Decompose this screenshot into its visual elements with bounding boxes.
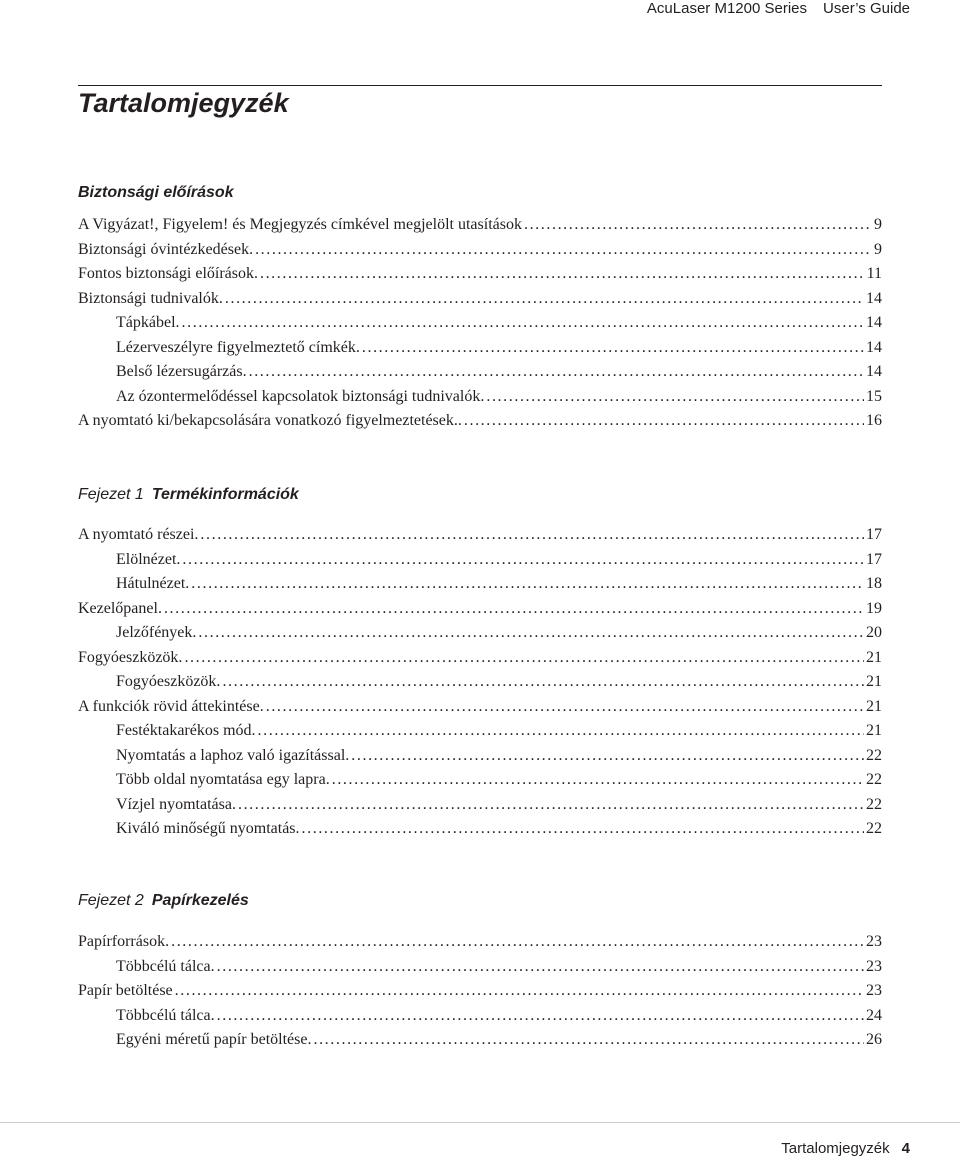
section-heading-chapter-2	[78, 892, 249, 910]
dot-leader	[198, 621, 864, 646]
toc-entry-page-number: 22	[866, 795, 882, 813]
toc-entry-page-number: 15	[866, 387, 882, 405]
dot-leader	[255, 238, 872, 263]
dot-leader	[175, 979, 864, 1004]
toc-entry-page-number: 21	[866, 648, 882, 666]
dot-leader	[222, 670, 864, 695]
toc-entry-label: Jelzőfények.	[116, 624, 197, 641]
dot-leader	[164, 597, 864, 622]
toc-entry-page-number: 18	[866, 575, 882, 592]
toc-entry-label: A nyomtató részei.	[78, 526, 199, 543]
toc-entry-link[interactable]	[78, 360, 882, 385]
toc-entry-link[interactable]	[78, 287, 882, 312]
section-heading-safety	[78, 184, 234, 202]
toc-entry-link[interactable]	[78, 548, 882, 573]
dot-leader	[464, 409, 864, 434]
toc-entry-label: Fogyóeszközök.	[116, 673, 221, 690]
dot-leader	[191, 572, 864, 597]
chapter-title: Papírkezelés	[151, 892, 249, 909]
header-guide: User’s Guide	[823, 0, 910, 17]
toc-entry-label: A nyomtató ki/bekapcsolására vonatkozó figyelmeztetések..	[78, 412, 462, 429]
footer-section: Tartalomjegyzék	[781, 1140, 890, 1157]
toc-entry-link[interactable]	[78, 572, 882, 597]
toc-entry-page-number: 22	[866, 771, 882, 788]
toc-entry-page-number: 22	[866, 820, 882, 837]
toc-entry-label: Többcélú tálca.	[116, 1006, 215, 1024]
toc-entry-label: Egyéni méretű papír betöltése.	[116, 1031, 312, 1048]
toc-entry-page-number: 17	[866, 526, 882, 543]
toc-entry-page-number: 23	[866, 933, 882, 950]
toc-entry-link[interactable]	[78, 955, 882, 980]
toc-entry-link[interactable]	[78, 597, 882, 622]
page-number: 4	[901, 1140, 910, 1157]
toc-entry-link[interactable]	[78, 523, 882, 548]
toc-entry-label: A funkciók rövid áttekintése.	[78, 697, 264, 715]
toc-entry-label: Hátulnézet.	[116, 575, 190, 592]
dot-leader	[313, 1028, 864, 1053]
dot-leader	[182, 311, 864, 336]
dot-leader	[266, 695, 864, 720]
dot-leader	[332, 768, 864, 793]
toc-entry-link[interactable]	[78, 930, 882, 955]
toc-entry-link[interactable]	[78, 1004, 882, 1029]
toc-entry-page-number: 14	[866, 289, 882, 307]
chapter-title: Termékinformációk	[151, 486, 299, 503]
toc-entry-label: Kiváló minőségű nyomtatás.	[116, 820, 300, 837]
toc-entry-label: Festéktakarékos mód.	[116, 722, 256, 739]
toc-entry-page-number: 20	[866, 624, 882, 641]
dot-leader	[184, 646, 864, 671]
toc-entry-page-number: 11	[866, 265, 882, 282]
toc-entry-label: Elölnézet.	[116, 550, 181, 568]
toc-entry-label: Több oldal nyomtatása egy lapra.	[116, 771, 330, 788]
dot-leader	[302, 817, 864, 842]
dot-leader	[217, 1004, 864, 1029]
toc-entry-page-number: 16	[866, 412, 882, 429]
toc-entry-page-number: 23	[866, 957, 882, 975]
toc-entry-page-number: 24	[866, 1006, 882, 1024]
dot-leader	[238, 793, 864, 818]
toc-list-chapter-1	[78, 523, 882, 842]
chapter-number: Fejezet 1	[78, 486, 144, 503]
footer-rule	[0, 1122, 960, 1123]
dot-leader	[182, 548, 864, 573]
section-heading-chapter-1	[78, 486, 299, 504]
toc-entry-page-number: 14	[866, 363, 882, 380]
toc-entry-label: Biztonsági tudnivalók.	[78, 289, 223, 307]
toc-entry-link[interactable]	[78, 793, 882, 818]
toc-entry-link[interactable]	[78, 670, 882, 695]
toc-entry-label: Nyomtatás a laphoz való igazítással.	[116, 746, 350, 764]
toc-entry-label: Vízjel nyomtatása.	[116, 795, 236, 813]
title-rule	[78, 85, 882, 86]
toc-list-safety	[78, 213, 882, 434]
running-header	[631, 0, 910, 22]
page-title: Tartalomjegyzék	[78, 88, 289, 118]
section-heading-title: Biztonsági előírások	[78, 184, 234, 201]
toc-entry-page-number: 21	[866, 722, 882, 739]
toc-list-chapter-2	[78, 930, 882, 1053]
toc-entry-page-number: 26	[866, 1031, 882, 1048]
toc-entry-link[interactable]	[78, 238, 882, 263]
toc-entry-page-number: 17	[866, 550, 882, 568]
toc-entry-link[interactable]	[78, 409, 882, 434]
toc-entry-label: Belső lézersugárzás.	[116, 363, 247, 380]
toc-entry-link[interactable]	[78, 385, 882, 410]
toc-entry-page-number: 9	[874, 240, 882, 258]
toc-entry-label: Fogyóeszközök.	[78, 648, 183, 666]
toc-entry-label: Többcélú tálca.	[116, 957, 215, 975]
dot-leader	[217, 955, 864, 980]
toc-entry-page-number: 14	[866, 314, 882, 331]
toc-entry-link[interactable]	[78, 646, 882, 671]
dot-leader	[171, 930, 864, 955]
toc-entry-page-number: 22	[866, 746, 882, 764]
toc-entry-label: Papír betöltése	[78, 982, 173, 999]
toc-entry-link[interactable]	[78, 719, 882, 744]
toc-entry-link[interactable]	[78, 621, 882, 646]
dot-leader	[524, 213, 872, 238]
toc-entry-page-number: 21	[866, 673, 882, 690]
toc-entry-page-number: 23	[866, 982, 882, 999]
toc-entry-page-number: 21	[866, 697, 882, 715]
toc-entry-link[interactable]	[78, 1028, 882, 1053]
chapter-number: Fejezet 2	[78, 892, 144, 909]
header-product: AcuLaser M1200 Series	[646, 0, 808, 17]
dot-leader	[351, 744, 864, 769]
running-footer	[781, 1140, 910, 1157]
dot-leader	[200, 523, 864, 548]
dot-leader	[260, 262, 865, 287]
toc-entry-link[interactable]	[78, 311, 882, 336]
toc-entry-label: Papírforrások.	[78, 933, 170, 950]
toc-entry-link[interactable]	[78, 336, 882, 361]
toc-entry-link[interactable]	[78, 695, 882, 720]
dot-leader	[258, 719, 864, 744]
toc-entry-link[interactable]	[78, 979, 882, 1004]
dot-leader	[225, 287, 864, 312]
toc-entry-label: Tápkábel.	[116, 314, 180, 331]
toc-entry-page-number: 14	[866, 338, 882, 356]
toc-entry-link[interactable]	[78, 262, 882, 287]
toc-entry-link[interactable]	[78, 768, 882, 793]
toc-entry-link[interactable]	[78, 213, 882, 238]
dot-leader	[362, 336, 864, 361]
toc-entry-label: A Vigyázat!, Figyelem! és Megjegyzés címkével megjelölt utasítások	[78, 216, 522, 233]
toc-entry-label: Lézerveszélyre figyelmeztető címkék.	[116, 338, 360, 356]
toc-entry-page-number: 19	[866, 599, 882, 617]
toc-entry-label: Fontos biztonsági előírások.	[78, 265, 258, 282]
toc-entry-label: Biztonsági óvintézkedések.	[78, 240, 254, 258]
toc-entry-label: Az ózontermelődéssel kapcsolatok biztonsági tudnivalók.	[116, 387, 485, 405]
toc-entry-page-number: 9	[874, 216, 882, 233]
toc-entry-link[interactable]	[78, 744, 882, 769]
toc-entry-link[interactable]	[78, 817, 882, 842]
dot-leader	[249, 360, 864, 385]
toc-entry-label: Kezelőpanel.	[78, 599, 162, 617]
dot-leader	[486, 385, 864, 410]
